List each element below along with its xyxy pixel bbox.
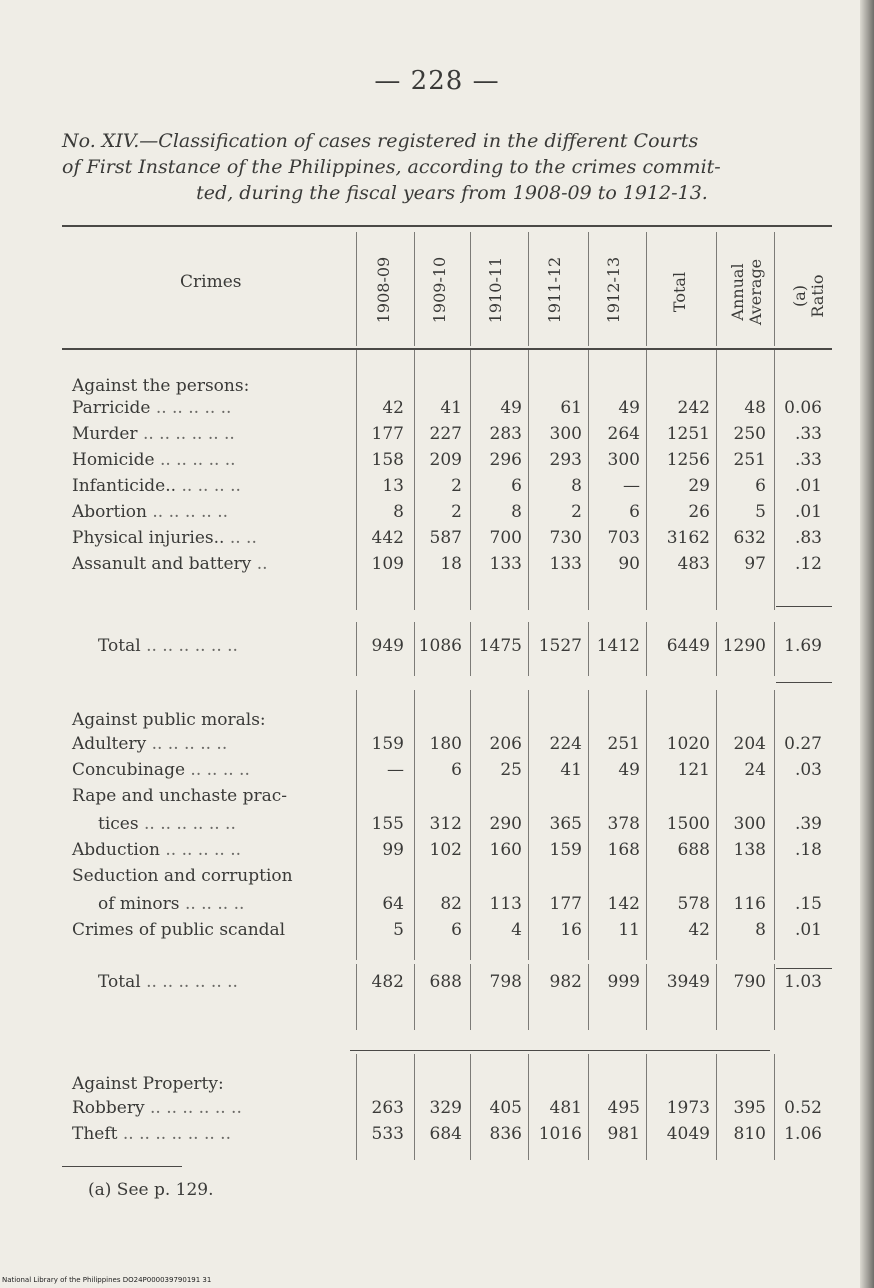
value-cell: 587: [429, 528, 462, 548]
value-cell: .83: [794, 528, 822, 548]
value-cell: .33: [794, 450, 822, 470]
value-cell: 798: [489, 972, 522, 992]
value-cell: 481: [549, 1098, 582, 1118]
leader-dots: .. .. .. .. ..: [152, 502, 229, 522]
value-cell: 700: [489, 528, 522, 548]
column-divider: [646, 350, 647, 610]
value-cell: 578: [677, 894, 710, 914]
footnote: (a) See p. 129.: [88, 1180, 214, 1200]
value-cell: 177: [549, 894, 582, 914]
crime-name: Infanticide..: [72, 476, 177, 496]
column-header-annual: Annual: [728, 263, 747, 321]
value-cell: 999: [607, 972, 640, 992]
value-cell: 209: [429, 450, 462, 470]
value-cell: 64: [382, 894, 404, 914]
value-cell: 102: [429, 840, 462, 860]
value-cell: 703: [607, 528, 640, 548]
value-cell: 224: [549, 734, 582, 754]
value-cell: 0.06: [784, 398, 822, 418]
column-divider: [646, 232, 647, 346]
value-cell: 3162: [666, 528, 710, 548]
leader-dots: .. .. .. .. .. ..: [150, 1098, 242, 1118]
value-cell: .01: [794, 476, 822, 496]
value-cell: 113: [489, 894, 522, 914]
value-cell: 18: [440, 554, 462, 574]
value-cell: 4049: [666, 1124, 710, 1144]
footer-credit: National Library of the Philippines DO24P000039790191 31: [2, 1276, 212, 1284]
value-cell: 688: [429, 972, 462, 992]
value-cell: 42: [382, 398, 404, 418]
value-cell: 116: [733, 894, 766, 914]
column-divider: [646, 622, 647, 676]
row-label: [72, 450, 236, 470]
leader-dots: .. .. .. .. .. ..: [146, 972, 238, 992]
column-divider: [470, 232, 471, 346]
value-cell: .01: [794, 502, 822, 522]
value-cell: 25: [500, 760, 522, 780]
footnote-rule: [62, 1166, 182, 1167]
value-cell: 168: [607, 840, 640, 860]
value-cell: 41: [440, 398, 462, 418]
value-cell: 121: [677, 760, 710, 780]
value-cell: 133: [489, 554, 522, 574]
row-label: [98, 814, 236, 834]
value-cell: 1973: [666, 1098, 710, 1118]
leader-dots: .. .. .. .. ..: [155, 398, 232, 418]
crime-name: Assanult and battery: [72, 554, 252, 574]
value-cell: 300: [549, 424, 582, 444]
page-number: — 228 —: [374, 66, 500, 96]
row-label: [72, 760, 250, 780]
section-heading: Against public morals:: [72, 710, 266, 730]
value-cell: 48: [744, 398, 766, 418]
value-cell: 180: [429, 734, 462, 754]
value-cell: .03: [794, 760, 822, 780]
value-cell: 251: [607, 734, 640, 754]
value-cell: 138: [733, 840, 766, 860]
value-cell: 251: [733, 450, 766, 470]
leader-dots: .. .. .. ..: [184, 894, 245, 914]
value-cell: 790: [733, 972, 766, 992]
value-cell: 483: [677, 554, 710, 574]
leader-dots: .. .. .. .. ..: [165, 840, 242, 860]
value-cell: 296: [489, 450, 522, 470]
crime-name: Abortion: [72, 502, 147, 522]
row-label: [72, 554, 268, 574]
row-label: [98, 894, 244, 914]
value-cell: 405: [489, 1098, 522, 1118]
value-cell: 49: [500, 398, 522, 418]
value-cell: 2: [571, 502, 582, 522]
section-heading: Against Property:: [72, 1074, 224, 1094]
value-cell: 8: [511, 502, 522, 522]
value-cell: 293: [549, 450, 582, 470]
value-cell: 378: [607, 814, 640, 834]
value-cell: 8: [571, 476, 582, 496]
value-cell: 242: [677, 398, 710, 418]
value-cell: 6: [451, 920, 462, 940]
value-cell: 0.52: [784, 1098, 822, 1118]
table-top-rule: [62, 225, 832, 227]
value-cell: 300: [733, 814, 766, 834]
value-cell: 312: [429, 814, 462, 834]
value-cell: 1500: [666, 814, 710, 834]
value-cell: 395: [733, 1098, 766, 1118]
value-cell: 1.69: [784, 636, 822, 656]
row-label: [72, 840, 241, 860]
crime-name: Total: [98, 972, 141, 992]
value-cell: 1527: [538, 636, 582, 656]
row-label: [72, 528, 257, 548]
value-cell: .15: [794, 894, 822, 914]
value-cell: 6: [451, 760, 462, 780]
section-rule: [776, 968, 832, 969]
value-cell: .01: [794, 920, 822, 940]
value-cell: 204: [733, 734, 766, 754]
value-cell: 159: [371, 734, 404, 754]
column-divider: [414, 232, 415, 346]
row-label: [72, 424, 235, 444]
leader-dots: .. .. .. ..: [181, 476, 241, 496]
value-cell: 3949: [666, 972, 710, 992]
section-heading: Against the persons:: [72, 376, 250, 396]
value-cell: 1.06: [784, 1124, 822, 1144]
value-cell: 290: [489, 814, 522, 834]
total-label: [98, 636, 238, 656]
leader-dots: .. ..: [229, 528, 257, 548]
value-cell: 632: [733, 528, 766, 548]
value-cell: 49: [618, 398, 640, 418]
value-cell: 97: [744, 554, 766, 574]
section-rule: [776, 682, 832, 683]
crime-name: of minors: [98, 894, 180, 914]
crime-name: Seduction and corruption: [72, 866, 293, 886]
crime-name: Crimes of public scandal: [72, 920, 286, 940]
value-cell: 730: [549, 528, 582, 548]
crime-name: Abduction: [72, 840, 160, 860]
value-cell: 160: [489, 840, 522, 860]
value-cell: 99: [382, 840, 404, 860]
value-cell: 133: [549, 554, 582, 574]
value-cell: 2: [451, 502, 462, 522]
value-cell: 159: [549, 840, 582, 860]
crime-name: tices: [98, 814, 139, 834]
value-cell: 1251: [666, 424, 710, 444]
column-header-total: Total: [670, 271, 689, 313]
value-cell: 1016: [538, 1124, 582, 1144]
value-cell: 5: [393, 920, 404, 940]
leader-dots: .. .. .. .. .. ..: [143, 814, 236, 834]
value-cell: 0.27: [784, 734, 822, 754]
value-cell: 300: [607, 450, 640, 470]
value-cell: 365: [549, 814, 582, 834]
row-label: [72, 502, 228, 522]
value-cell: 4: [511, 920, 522, 940]
value-cell: 836: [489, 1124, 522, 1144]
value-cell: 982: [549, 972, 582, 992]
column-header-1912-13: 1912-13: [604, 256, 623, 324]
title-line-1: No. XIV.—Classification of cases registered in the different Courts: [62, 130, 699, 152]
row-label: [72, 866, 293, 886]
column-divider: [528, 232, 529, 346]
leader-dots: .. .. .. .. .. ..: [142, 424, 235, 444]
crime-name: Adultery: [72, 734, 147, 754]
value-cell: 264: [607, 424, 640, 444]
value-cell: 26: [688, 502, 710, 522]
row-label: [72, 734, 227, 754]
column-header-ratio-note: (a): [790, 284, 809, 308]
value-cell: 495: [607, 1098, 640, 1118]
section-rule: [350, 1050, 770, 1051]
value-cell: 8: [755, 920, 766, 940]
crime-name: Rape and unchaste prac-: [72, 786, 287, 806]
table-title: [62, 128, 842, 206]
column-divider: [646, 1054, 647, 1160]
leader-dots: .. .. .. .. ..: [159, 450, 236, 470]
value-cell: 16: [560, 920, 582, 940]
value-cell: 42: [688, 920, 710, 940]
crime-name: Physical injuries..: [72, 528, 225, 548]
value-cell: 206: [489, 734, 522, 754]
value-cell: .18: [794, 840, 822, 860]
value-cell: 6449: [666, 636, 710, 656]
page-edge-shadow: [860, 0, 874, 1288]
value-cell: 8: [393, 502, 404, 522]
value-cell: .33: [794, 424, 822, 444]
section-rule: [776, 606, 832, 607]
value-cell: 13: [382, 476, 404, 496]
value-cell: 49: [618, 760, 640, 780]
column-header-crimes: Crimes: [180, 272, 242, 292]
column-header-average: Average: [746, 258, 765, 326]
value-cell: 90: [618, 554, 640, 574]
value-cell: 82: [440, 894, 462, 914]
value-cell: 142: [607, 894, 640, 914]
row-label: [72, 1124, 231, 1144]
crime-name: Theft: [72, 1124, 118, 1144]
value-cell: .39: [794, 814, 822, 834]
leader-dots: .. .. .. .. .. ..: [146, 636, 238, 656]
row-label: [72, 920, 285, 940]
value-cell: 41: [560, 760, 582, 780]
value-cell: .12: [794, 554, 822, 574]
value-cell: 329: [429, 1098, 462, 1118]
value-cell: 2: [451, 476, 462, 496]
value-cell: 109: [371, 554, 404, 574]
value-cell: 810: [733, 1124, 766, 1144]
crime-name: Concubinage: [72, 760, 186, 780]
value-cell: 11: [618, 920, 640, 940]
value-cell: 949: [371, 636, 404, 656]
column-divider: [356, 232, 357, 346]
value-cell: 533: [371, 1124, 404, 1144]
value-cell: 1.03: [784, 972, 822, 992]
value-cell: 5: [755, 502, 766, 522]
value-cell: 981: [607, 1124, 640, 1144]
value-cell: 1290: [722, 636, 766, 656]
value-cell: 6: [511, 476, 522, 496]
value-cell: 263: [371, 1098, 404, 1118]
value-cell: 29: [688, 476, 710, 496]
column-divider: [716, 232, 717, 346]
column-divider: [646, 690, 647, 960]
row-label: [72, 786, 287, 806]
leader-dots: .. .. .. ..: [190, 760, 250, 780]
crime-name: Homicide: [72, 450, 155, 470]
value-cell: 158: [371, 450, 404, 470]
crime-name: Murder: [72, 424, 138, 444]
value-cell: 1086: [418, 636, 462, 656]
value-cell: 6: [629, 502, 640, 522]
value-cell: —: [387, 760, 404, 780]
title-line-2: of First Instance of the Philippines, according to the crimes commit-: [62, 156, 721, 178]
column-header-1909-10: 1909-10: [430, 256, 449, 324]
value-cell: 1020: [666, 734, 710, 754]
value-cell: 1475: [478, 636, 522, 656]
row-label: [72, 1098, 242, 1118]
value-cell: 1412: [596, 636, 640, 656]
value-cell: 250: [733, 424, 766, 444]
crime-name: Total: [98, 636, 141, 656]
value-cell: 482: [371, 972, 404, 992]
total-label: [98, 972, 238, 992]
column-header-1911-12: 1911-12: [545, 256, 564, 324]
crime-name: Robbery: [72, 1098, 145, 1118]
column-divider: [646, 964, 647, 1030]
column-header-1910-11: 1910-11: [486, 256, 505, 324]
leader-dots: ..: [256, 554, 268, 574]
value-cell: 227: [429, 424, 462, 444]
leader-dots: .. .. .. .. ..: [151, 734, 228, 754]
column-divider: [774, 232, 775, 346]
value-cell: 6: [755, 476, 766, 496]
title-line-3: ted, during the fiscal years from 1908-09 to 1912-13.: [196, 182, 708, 204]
leader-dots: .. .. .. .. .. .. ..: [122, 1124, 231, 1144]
column-header-1908-09: 1908-09: [374, 256, 393, 324]
value-cell: 61: [560, 398, 582, 418]
value-cell: 155: [371, 814, 404, 834]
column-header-ratio: Ratio: [808, 274, 827, 318]
value-cell: 684: [429, 1124, 462, 1144]
value-cell: 442: [371, 528, 404, 548]
value-cell: —: [623, 476, 640, 496]
row-label: [72, 476, 241, 496]
crime-name: Parricide: [72, 398, 151, 418]
value-cell: 177: [371, 424, 404, 444]
value-cell: 688: [677, 840, 710, 860]
value-cell: 1256: [666, 450, 710, 470]
column-divider: [588, 232, 589, 346]
value-cell: 283: [489, 424, 522, 444]
row-label: [72, 398, 231, 418]
value-cell: 24: [744, 760, 766, 780]
